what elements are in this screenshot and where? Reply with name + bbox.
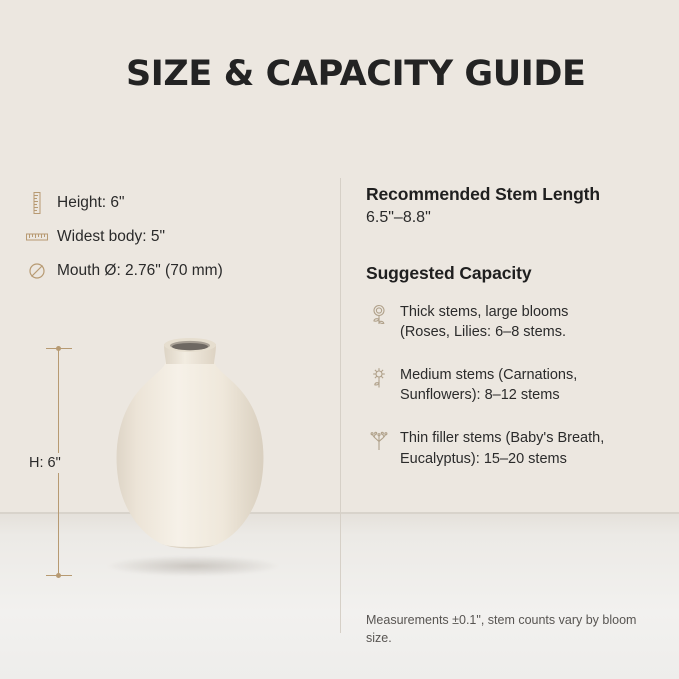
right-column xyxy=(366,183,656,491)
stem-length-value: 6.5"–8.8" xyxy=(366,208,431,226)
page-title: SIZE & CAPACITY GUIDE xyxy=(126,54,586,94)
diameter-icon xyxy=(26,261,48,281)
sunflower-icon xyxy=(366,366,392,390)
capacity-item-line1: Medium stems (Carnations, xyxy=(400,366,578,383)
footnote: Measurements ±0.1", stem counts vary by bloom size. xyxy=(366,613,637,646)
column-divider xyxy=(340,178,341,633)
capacity-item-medium-stems xyxy=(366,365,656,406)
height-measurement-dot-bottom xyxy=(56,573,61,578)
vase-illustration xyxy=(110,338,270,578)
capacity-item-text xyxy=(400,302,568,343)
capacity-item-thin-filler xyxy=(366,428,656,469)
capacity-item-line1: Thick stems, large blooms xyxy=(400,303,569,320)
filler-sprig-icon xyxy=(366,429,392,453)
capacity-item-line2: Eucalyptus): 15–20 stems xyxy=(400,450,567,467)
capacity-item-text xyxy=(400,428,604,469)
capacity-item-thick-stems xyxy=(366,302,656,343)
spec-row-height xyxy=(26,192,336,214)
stem-length-heading: Recommended Stem Length xyxy=(366,184,600,204)
spec-label-widest-body: Widest body: 5" xyxy=(57,228,166,245)
capacity-heading: Suggested Capacity xyxy=(366,262,532,283)
capacity-item-line2: (Roses, Lilies: 6–8 stems. xyxy=(400,324,567,341)
height-ruler-icon xyxy=(26,193,48,213)
spec-row-widest-body xyxy=(26,226,336,248)
rose-icon xyxy=(366,303,392,327)
height-measurement-dot-top xyxy=(56,346,61,351)
spec-row-mouth-diameter xyxy=(26,260,336,282)
spec-list xyxy=(26,192,336,294)
capacity-item-text xyxy=(400,365,577,406)
height-measurement-label: H: 6" xyxy=(26,453,64,473)
capacity-list xyxy=(366,302,656,469)
capacity-item-line2: Sunflowers): 8–12 stems xyxy=(400,387,560,404)
width-ruler-icon xyxy=(26,227,48,247)
spec-label-height: Height: 6" xyxy=(57,194,125,211)
capacity-item-line1: Thin filler stems (Baby's Breath, xyxy=(400,429,605,446)
spec-label-mouth-diameter: Mouth Ø: 2.76" (70 mm) xyxy=(57,262,223,279)
